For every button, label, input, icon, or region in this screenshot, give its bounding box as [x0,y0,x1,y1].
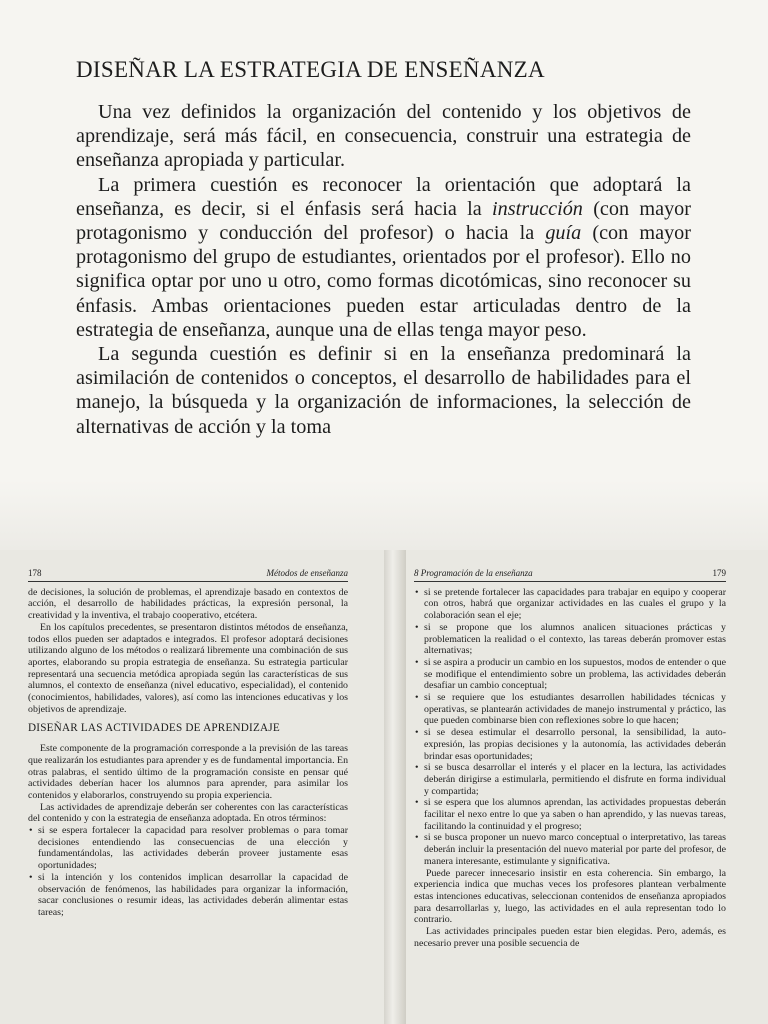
running-header [414,568,726,582]
paragraph: Puede parecer innecesario insistir en esta coherencia. Sin embargo, la experiencia indica que muchas veces los profesores plantean verbalmente estas intenciones educativas, seleccionan contenidos de enseñanza apropiados para desarrollarlas y, luego, las actividades en el aula representan todo lo contrario. [414,867,726,926]
section-title: DISEÑAR LA ESTRATEGIA DE ENSEÑANZA [76,57,545,82]
paragraph [76,100,691,173]
left-page [28,568,348,919]
list-item: • si se busca proponer un nuevo marco conceptual o interpretativo, las tareas deberán incluir la presentación del nuevo material por parte del profesor, de manera interesante, estimulante y significativa. [414,832,726,867]
bullet-list [414,587,726,868]
list-item: • si se busca desarrollar el interés y el placer en la lectura, las actividades deberán dirigirse a estimularla, permitiendo el disfrute en forma individual y compartida; [414,762,726,797]
paragraph-text: (con mayor protagonismo y conducción del profesor) o hacia la [76,197,691,245]
emphasis-guia: guía [545,222,582,245]
book-gutter [384,550,406,1024]
paragraph: Las actividades de aprendizaje deberán ser coherentes con las características del contenido y con la estrategia de enseñanza adoptada. En otros términos: [28,801,348,825]
right-page [414,568,726,950]
paragraph-text: La primera cuestión es reconocer la orientación que adoptará la enseñanza, es decir, si el énfasis será hacia la [76,173,691,220]
list-item: • si se desea estimular el desarrollo personal, la sensibilidad, la auto-expresión, las propias decisiones y la autonomía, las actividades deberán brindar esas oportunidades; [414,727,726,762]
paragraph-text: (con mayor protagonismo del grupo de estudiantes, orientados por el profesor). Ello no significa optar por uno u otro, como formas dicotómicas, sino reconocer su énfasis. Ambas orientaciones pueden estar articuladas dentro de la estrategia de enseñanza, aunque una de ellas tenga mayor peso. [76,222,691,341]
top-page-body [76,100,691,439]
running-header [28,568,348,582]
running-head-title: Métodos de enseñanza [266,568,348,578]
bullet-list [28,825,348,919]
list-item: • si se espera que los alumnos aprendan, las actividades propuestas deberán facilitar el nexo entre lo que ya saben o han aprendido, y las nuevas tareas, facilitando la continuidad y el progreso; [414,797,726,832]
paragraph [76,342,691,439]
top-page [0,0,768,480]
section-heading: DISEÑAR LAS ACTIVIDADES DE APRENDIZAJE [28,722,280,735]
paragraph: En los capítulos precedentes, se presentaron distintos métodos de enseñanza, todos ellos pueden ser adaptados e integrados. El profesor adoptará decisiones utilizando alguno de los métodos o realizará libremente una combinación de sus aportes, elaborando su propia estrategia de enseñanza. Su estrategia particular representará una secuencia metódica apropiada según las características de sus alumnos, el contexto de enseñanza (nivel educativo, especialidad), el contenido (conocimientos, habilidades, valores), así como las intenciones educativas y los objetivos de aprendizaje. [28,621,348,715]
list-item: • si se requiere que los estudiantes desarrollen habilidades técnicas y operativas, se plantearán actividades de manejo instrumental y práctico, las que pueden combinarse bien con reflexiones sobre lo que hacen; [414,692,726,727]
paragraph [76,173,691,342]
paragraph-text: La segunda cuestión es definir si en la enseñanza predominará la asimilación de contenidos o conceptos, el desarrollo de habilidades para el manejo, la búsqueda y la organización de informaciones, la selección de alternativas de acción y la toma [76,343,691,438]
page-shadow [0,480,768,550]
list-item: • si se propone que los alumnos analicen situaciones prácticas y problematicen la realidad o el contexto, las tareas deberán promover estas alternativas; [414,622,726,657]
emphasis-instruccion: instrucción [492,197,583,220]
list-item: • si se pretende fortalecer las capacidades para trabajar en equipo y cooperar con otros, habrá que organizar actividades en las cuales el grupo y la colaboración sean el eje; [414,587,726,622]
list-item: • si se aspira a producir un cambio en los supuestos, modos de entender o que se modifique el entendimiento sobre un problema, las actividades deberán desafiar un cambio conceptual; [414,657,726,692]
paragraph: de decisiones, la solución de problemas, el aprendizaje basado en contextos de acción, el desarrollo de habilidades prácticas, la expresión personal, la creatividad y la inventiva, el trabajo cooperativo, etcétera. [28,586,348,622]
paragraph: Este componente de la programación corresponde a la previsión de las tareas que realizarán los estudiantes para aprender y es de fundamental importancia. En otras palabras, el sentido último de la programación consiste en pensar qué actividades deberían hacer los alumnos para aprender, para asimilar los contenidos y elaborarlos, construyendo su propia experiencia. [28,743,348,801]
running-head-title: 8 Programación de la enseñanza [414,568,533,578]
page-number: 178 [28,568,42,578]
list-item: • si la intención y los contenidos implican desarrollar la capacidad de observación de fenómenos, las habilidades para organizar la información, sacar conclusiones o resumir ideas, las actividades deberán alimentar estas tareas; [28,872,348,919]
paragraph-text: Una vez definidos la organización del contenido y los objetivos de aprendizaje, será más fácil, en consecuencia, construir una estrategia de enseñanza apropiada y particular. [76,101,691,172]
list-item: • si se espera fortalecer la capacidad para resolver problemas o para tomar decisiones entendiendo las consecuencias de una elección y fundamentándolas, las actividades deberán proveer justamente esas oportunidades; [28,825,348,872]
paragraph: Las actividades principales pueden estar bien elegidas. Pero, además, es necesario prever una posible secuencia de [414,926,726,949]
page-number: 179 [712,568,726,578]
